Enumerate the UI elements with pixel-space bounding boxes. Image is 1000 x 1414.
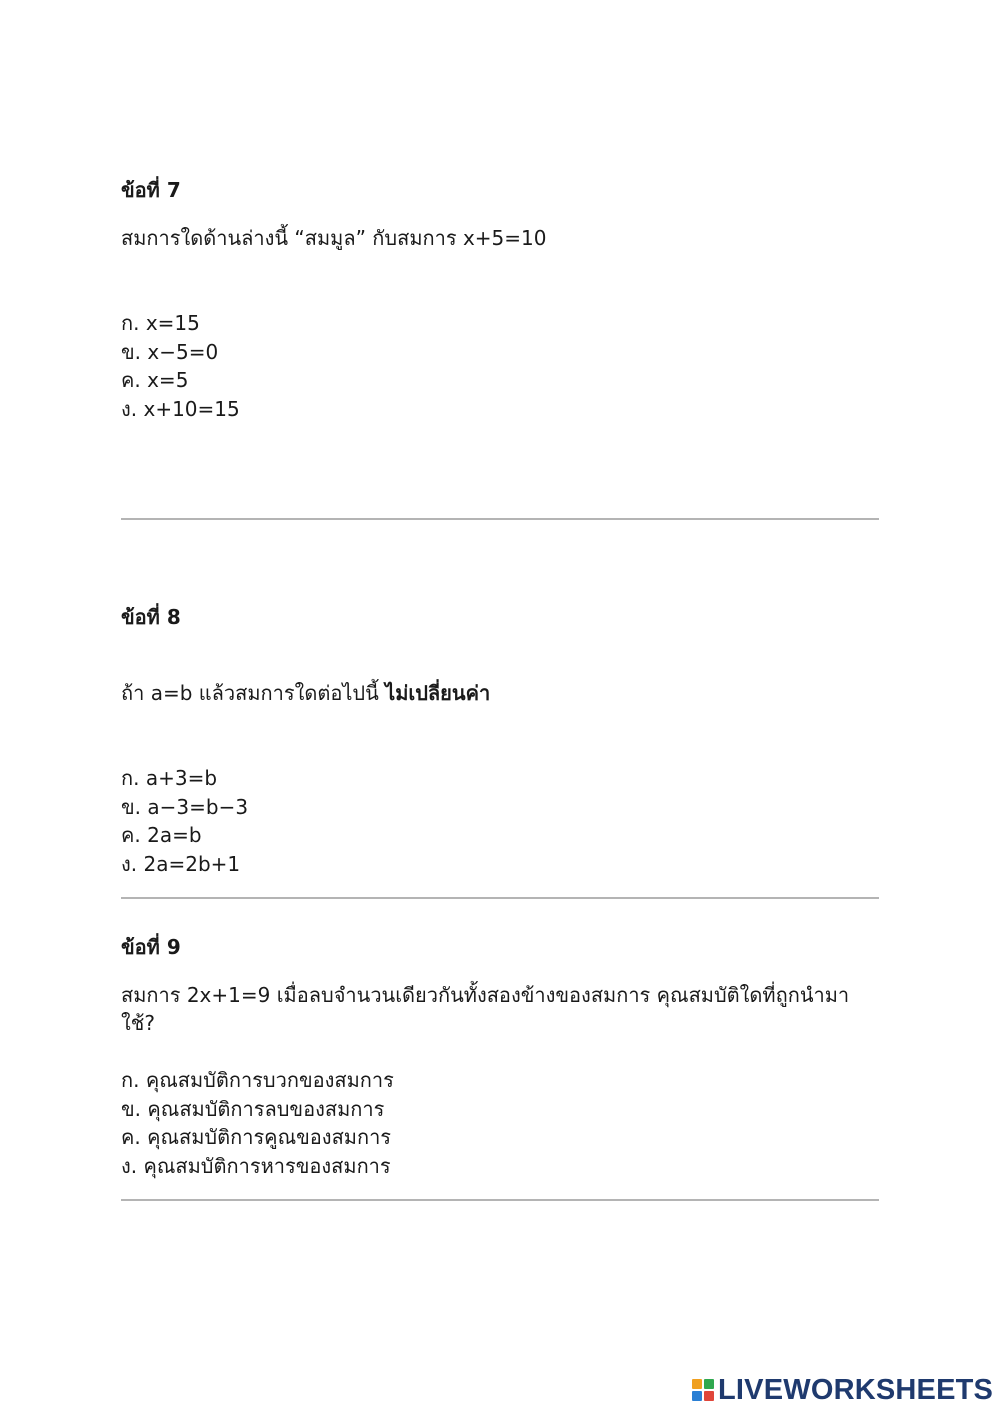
- question-8-text: [121, 679, 881, 707]
- liveworksheets-logo: [692, 1374, 993, 1406]
- logo-mark-square: [692, 1391, 702, 1401]
- question-7-title: ข้อที่ 7: [121, 178, 181, 202]
- choice-item[interactable]: ง. คุณสมบัติการหารของสมการ: [121, 1153, 391, 1178]
- choice-item[interactable]: ข. คุณสมบัติการลบของสมการ: [121, 1096, 385, 1121]
- question-7-choices: [121, 309, 240, 423]
- divider: [121, 1199, 879, 1201]
- divider: [121, 518, 879, 520]
- question-8-choices: [121, 764, 248, 878]
- logo-mark-square: [692, 1379, 702, 1389]
- logo-mark-square: [704, 1391, 714, 1401]
- logo-mark-icon: [692, 1379, 714, 1401]
- question-7-text: สมการใดด้านล่างนี้ “สมมูล” กับสมการ x+5=10: [121, 226, 547, 250]
- question-9-choices: [121, 1066, 394, 1180]
- question-8-text-emphasis: ไม่เปลี่ยนค่า: [385, 681, 491, 705]
- question-9-text: สมการ 2x+1=9 เมื่อลบจำนวนเดียวกันทั้งสองข้างของสมการ คุณสมบัติใดที่ถูกนำมาใช้?: [121, 983, 850, 1035]
- question-8-text-plain: ถ้า a=b แล้วสมการใดต่อไปนี้: [121, 681, 386, 705]
- logo-text: LIVEWORKSHEETS: [718, 1373, 994, 1406]
- choice-item[interactable]: ข. x−5=0: [121, 339, 219, 364]
- choice-item[interactable]: ค. คุณสมบัติการคูณของสมการ: [121, 1125, 392, 1149]
- choice-item[interactable]: ก. คุณสมบัติการบวกของสมการ: [121, 1068, 394, 1092]
- choice-item[interactable]: ง. x+10=15: [121, 396, 240, 421]
- choice-item[interactable]: ข. a−3=b−3: [121, 794, 249, 819]
- logo-mark-square: [704, 1379, 714, 1389]
- question-8-title: ข้อที่ 8: [121, 605, 181, 629]
- choice-item[interactable]: ง. 2a=2b+1: [121, 851, 241, 876]
- question-9-title: ข้อที่ 9: [121, 935, 181, 959]
- divider: [121, 897, 879, 899]
- choice-item[interactable]: ค. 2a=b: [121, 823, 202, 847]
- choice-item[interactable]: ก. a+3=b: [121, 766, 218, 790]
- choice-item[interactable]: ก. x=15: [121, 311, 200, 335]
- choice-item[interactable]: ค. x=5: [121, 368, 189, 392]
